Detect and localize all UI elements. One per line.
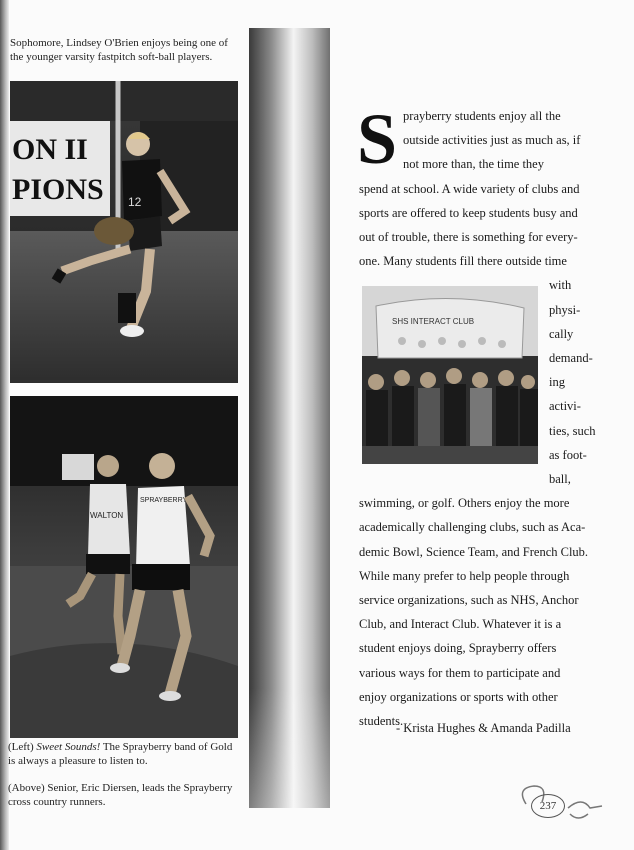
softball-photo bbox=[10, 81, 238, 383]
club-banner-text: SHS INTERACT CLUB bbox=[392, 317, 475, 326]
article-line: cally bbox=[549, 326, 574, 341]
article-line: one. Many students fill there outside time bbox=[359, 254, 567, 269]
article-line: out of trouble, there is something for every- bbox=[359, 230, 578, 245]
article-line: swimming, or golf. Others enjoy the more bbox=[359, 496, 570, 511]
article-line: ing bbox=[549, 375, 565, 390]
softball-caption: Sophomore, Lindsey O'Brien enjoys being one of the younger varsity fastpitch soft-ball players. bbox=[10, 37, 228, 63]
banner-line-1: ON II bbox=[12, 133, 88, 166]
article-line: enjoy organizations or sports with other bbox=[359, 689, 558, 704]
article-line: While many prefer to help people through bbox=[359, 568, 570, 583]
band-caption-title: Sweet Sounds! bbox=[36, 741, 101, 753]
band-caption-text: The Sprayberry band of Gold is always a pleasure to listen to. bbox=[8, 741, 233, 767]
article-line: students. bbox=[359, 714, 404, 729]
band-caption bbox=[8, 740, 240, 768]
article-line: various ways for them to participate and bbox=[359, 665, 561, 680]
article-line: prayberry students enjoy all the bbox=[403, 109, 561, 123]
article-line: spend at school. A wide variety of clubs and bbox=[359, 181, 580, 196]
article-line: as foot- bbox=[549, 447, 587, 462]
band-caption-prefix: (Left) bbox=[8, 741, 34, 753]
article-line: demand- bbox=[549, 351, 593, 366]
article-line: demic Bowl, Science Team, and French Club. bbox=[359, 544, 589, 559]
article-line: service organizations, such as NHS, Anchor bbox=[359, 593, 579, 608]
article-line: Club, and Interact Club. Whatever it is a bbox=[359, 617, 562, 632]
article-line: ties, such bbox=[549, 423, 596, 438]
article-line: not more than, the time they bbox=[403, 157, 544, 172]
softball-jersey-number: 12 bbox=[128, 195, 142, 209]
article-body bbox=[357, 99, 609, 733]
article-line: ball, bbox=[549, 472, 571, 487]
article-line: academically challenging clubs, such as Aca- bbox=[359, 520, 586, 535]
article-line: with bbox=[549, 278, 572, 293]
decorative-gradient-bar bbox=[249, 28, 330, 808]
binding-spine bbox=[0, 0, 9, 850]
runner-caption: (Above) Senior, Eric Diersen, leads the Sprayberry cross country runners. bbox=[8, 782, 233, 808]
article-line: physi- bbox=[549, 302, 581, 317]
runner-1-jersey: WALTON bbox=[90, 511, 124, 520]
article-line: outside activities just as much as, if bbox=[403, 133, 581, 148]
article-line: student enjoys doing, Sprayberry offers bbox=[359, 641, 557, 656]
article-line: sports are offered to keep students busy and bbox=[359, 205, 578, 220]
article-line: activi- bbox=[549, 399, 581, 414]
article-byline: - Krista Hughes & Amanda Padilla bbox=[396, 721, 571, 735]
drop-cap: S bbox=[357, 99, 398, 179]
page-number: 237 bbox=[531, 794, 565, 818]
runner-2-jersey: SPRAYBERRY bbox=[140, 497, 188, 504]
cross-country-photo bbox=[10, 396, 238, 738]
banner-line-2: PIONS bbox=[12, 173, 104, 206]
